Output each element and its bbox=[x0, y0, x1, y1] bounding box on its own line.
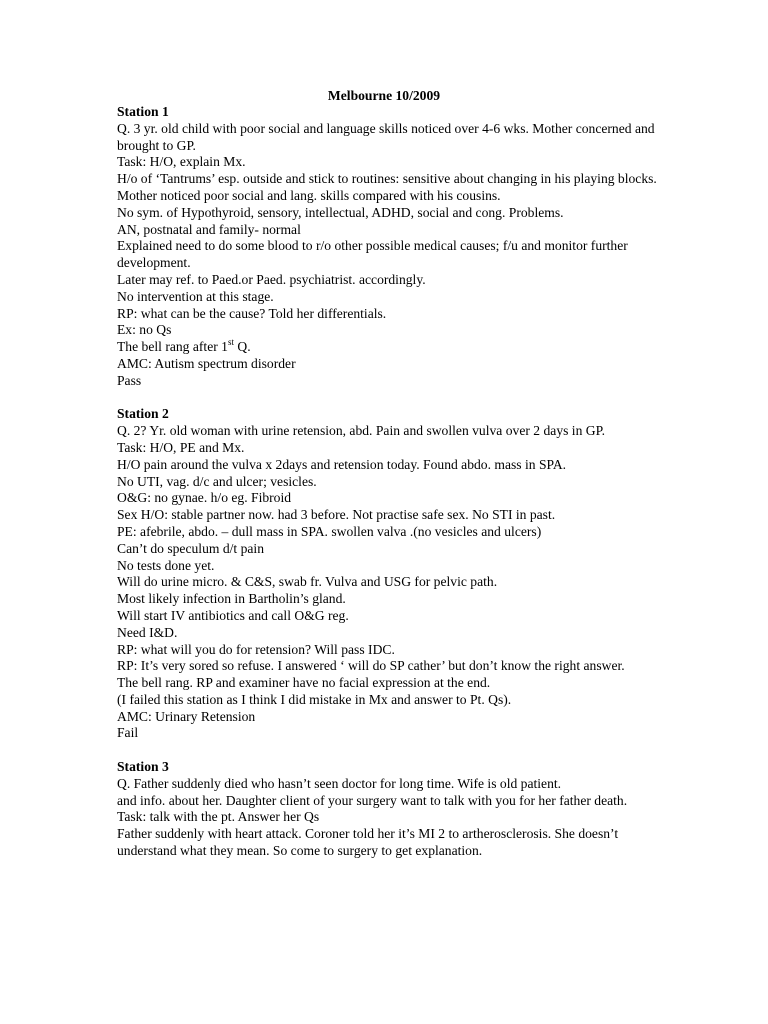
text-line: AMC: Autism spectrum disorder bbox=[117, 355, 296, 371]
text-line: No UTI, vag. d/c and ulcer; vesicles. bbox=[117, 473, 317, 489]
text-line: Q. Father suddenly died who hasn’t seen doctor for long time. Wife is old patient. bbox=[117, 775, 562, 791]
line-text: The bell rang after 1 bbox=[117, 339, 228, 355]
station-section bbox=[117, 406, 662, 742]
text-line: Can’t do speculum d/t pain bbox=[117, 540, 264, 556]
text-line: RP: what will you do for retension? Will pass IDC. bbox=[117, 641, 395, 657]
station-heading: Station 1 bbox=[117, 104, 169, 119]
text-line: PE: afebrile, abdo. – dull mass in SPA. swollen valva .(no vesicles and ulcers) bbox=[117, 523, 542, 539]
text-line: Most likely infection in Bartholin’s gland. bbox=[117, 591, 346, 607]
station-heading: Station 2 bbox=[117, 406, 169, 422]
text-line: Later may ref. to Paed.or Paed. psychiatrist. accordingly. bbox=[117, 271, 426, 287]
text-line: Task: talk with the pt. Answer her Qs bbox=[117, 809, 320, 825]
text-line: No sym. of Hypothyroid, sensory, intellectual, ADHD, social and cong. Problems. bbox=[117, 204, 564, 220]
text-line: Pass bbox=[117, 372, 142, 388]
text-line: and info. about her. Daughter client of your surgery want to talk with you for her father death. bbox=[117, 792, 628, 808]
text-line: Fail bbox=[117, 725, 139, 741]
text-line: Father suddenly with heart attack. Coroner told her it’s MI 2 to artherosclerosis. She doesn’t understand what they mean. So come to surgery to get explanation. bbox=[117, 826, 619, 859]
text-line: (I failed this station as I think I did mistake in Mx and answer to Pt. Qs). bbox=[117, 691, 512, 707]
text-line: Q. 3 yr. old child with poor social and language skills noticed over 4-6 wks. Mother concerned and brought to GP. bbox=[117, 120, 655, 153]
text-line: O&G: no gynae. h/o eg. Fibroid bbox=[117, 490, 292, 506]
station-section bbox=[117, 104, 662, 390]
text-line: AN, postnatal and family- normal bbox=[117, 221, 301, 237]
text-line: AMC: Urinary Retension bbox=[117, 708, 256, 724]
text-line: RP: It’s very sored so refuse. I answered ‘ will do SP cather’ but don’t know the right answer. bbox=[117, 658, 625, 674]
station-section bbox=[117, 759, 662, 860]
ordinal-superscript: st bbox=[227, 336, 234, 347]
station-heading: Station 3 bbox=[117, 759, 169, 775]
line-text: Q. bbox=[233, 339, 251, 355]
text-line: No intervention at this stage. bbox=[117, 288, 274, 304]
text-line: Need I&D. bbox=[117, 624, 178, 640]
text-line: Ex: no Qs bbox=[117, 322, 172, 338]
document-body bbox=[117, 104, 662, 860]
text-line: H/o of ‘Tantrums’ esp. outside and stick to routines: sensitive about changing in his playing blocks. Mother noticed poor social and lang. skills compared with his cousins. bbox=[117, 171, 657, 203]
text-line: Sex H/O: stable partner now. had 3 before. Not practise safe sex. No STI in past. bbox=[117, 507, 556, 523]
text-line: Task: H/O, PE and Mx. bbox=[117, 439, 245, 455]
text-line: RP: what can be the cause? Told her differentials. bbox=[117, 305, 387, 321]
document-title: Melbourne 10/2009 bbox=[327, 88, 441, 103]
text-line: Task: H/O, explain Mx. bbox=[117, 154, 246, 170]
text-line: Explained need to do some blood to r/o other possible medical causes; f/u and monitor further development. bbox=[117, 238, 628, 271]
text-line: H/O pain around the vulva x 2days and retension today. Found abdo. mass in SPA. bbox=[117, 456, 567, 472]
text-line: Q. 2? Yr. old woman with urine retension, abd. Pain and swollen vulva over 2 days in GP. bbox=[117, 423, 606, 439]
text-line: No tests done yet. bbox=[117, 557, 215, 573]
text-line bbox=[117, 336, 662, 356]
text-line: Will do urine micro. & C&S, swab fr. Vulva and USG for pelvic path. bbox=[117, 574, 498, 590]
text-line: Will start IV antibiotics and call O&G reg. bbox=[117, 607, 349, 623]
text-line: The bell rang. RP and examiner have no facial expression at the end. bbox=[117, 675, 491, 691]
